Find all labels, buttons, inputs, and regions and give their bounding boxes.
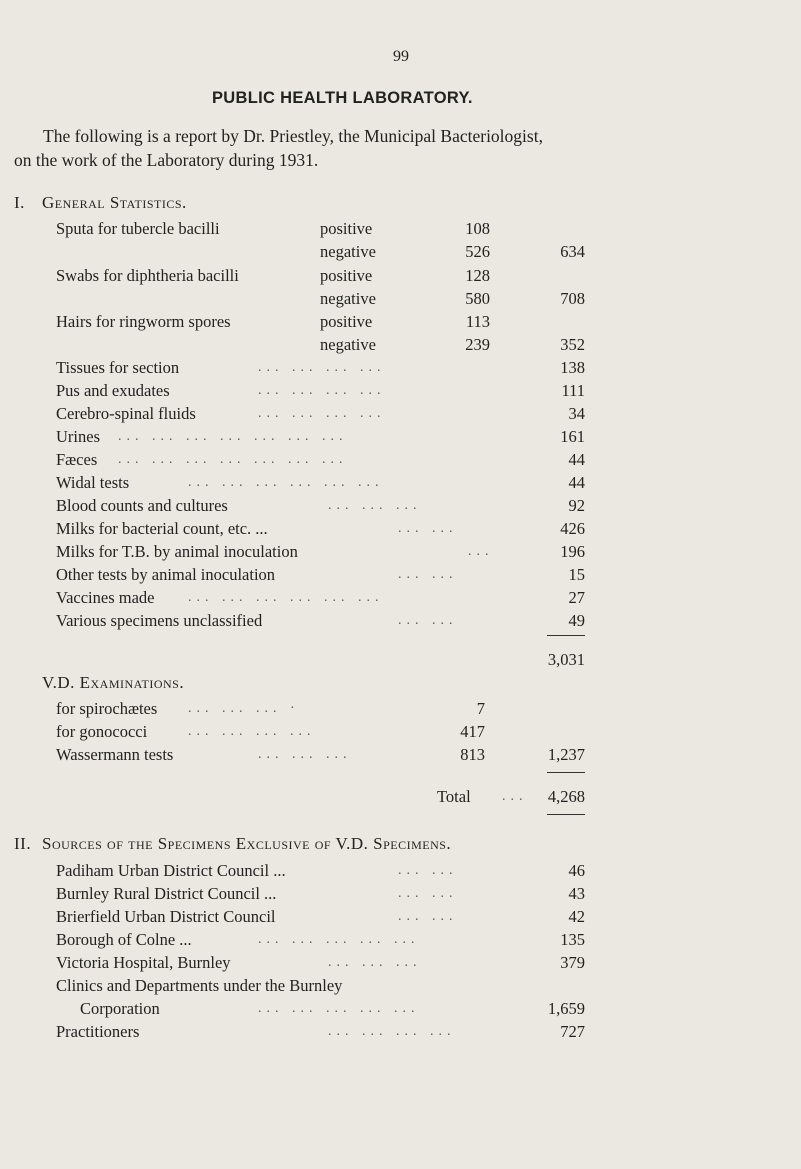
item-value: 44	[568, 473, 585, 492]
item-value: 27	[568, 588, 585, 607]
item-value: 92	[568, 496, 585, 515]
vd-item-value: 813	[460, 745, 485, 764]
section-2-numeral: II.	[14, 834, 32, 853]
item-value: 111	[561, 381, 585, 400]
group-result: negative	[320, 289, 376, 308]
source-label: Burnley Rural District Council ...	[56, 884, 277, 903]
group-count: 113	[465, 312, 490, 331]
leader-dots: ... ...	[398, 886, 458, 901]
group-label: Swabs for diphtheria bacilli	[56, 266, 239, 285]
group-result: positive	[320, 266, 373, 285]
group-result: positive	[320, 219, 373, 238]
vd-item-label: Wassermann tests	[56, 745, 174, 764]
group-label: Hairs for ringworm spores	[56, 312, 231, 331]
leader-dots: ... ...	[398, 521, 458, 536]
leader-dots: ... ... ...	[328, 955, 422, 970]
item-label: Vaccines made	[56, 588, 155, 607]
item-label: Widal tests	[56, 473, 130, 492]
subtotal-rule	[547, 635, 585, 636]
group-count: 580	[465, 289, 490, 308]
source-label: Clinics and Departments under the Burnley	[56, 976, 343, 995]
vd-item-label: for spirochætes	[56, 699, 158, 718]
item-label: Various specimens unclassified	[56, 611, 263, 630]
leader-dots: ... ... ... ... ... ... ...	[118, 429, 348, 444]
vd-item-label: for gonococci	[56, 722, 148, 741]
leader-dots: ... ... ... ... ... ...	[188, 590, 384, 605]
group-count: 108	[465, 219, 490, 238]
item-label: Cerebro-spinal fluids	[56, 404, 196, 423]
source-label: Victoria Hospital, Burnley	[56, 953, 231, 972]
group-label: Sputa for tubercle bacilli	[56, 219, 220, 238]
source-value: 46	[568, 861, 585, 880]
source-value: 135	[560, 930, 585, 949]
item-label: Milks for bacterial count, etc. ...	[56, 519, 268, 538]
leader-dots: ... ... ... ...	[258, 406, 386, 421]
item-label: Milks for T.B. by animal inoculation	[56, 542, 298, 561]
item-label: Urines	[56, 427, 100, 446]
intro-line-2: on the work of the Laboratory during 1931.	[14, 150, 319, 170]
item-value: 138	[560, 358, 585, 377]
leader-dots: ... ... ...	[258, 747, 352, 762]
item-label: Fæces	[56, 450, 98, 469]
source-value: 1,659	[547, 999, 585, 1018]
page-number: 99	[393, 48, 409, 65]
vd-total: 1,237	[547, 745, 585, 764]
item-value: 34	[568, 404, 585, 423]
item-value: 15	[568, 565, 585, 584]
leader-dots: ... ... ... ... ...	[258, 1001, 420, 1016]
source-label-continued: Corporation	[80, 999, 160, 1018]
item-value: 426	[560, 519, 585, 538]
section-1-heading: General Statistics.	[42, 193, 187, 212]
source-value: 379	[560, 953, 585, 972]
leader-dots: ... ...	[398, 863, 458, 878]
grand-total: 4,268	[547, 787, 585, 806]
intro-line-1: The following is a report by Dr. Priestley, the Municipal Bacteriologist,	[43, 126, 543, 146]
vd-item-value: 7	[476, 699, 485, 718]
leader-dots: ... ... ... ... ...	[258, 932, 420, 947]
subtotal: 3,031	[547, 650, 585, 669]
page-title: PUBLIC HEALTH LABORATORY.	[212, 89, 473, 107]
item-label: Blood counts and cultures	[56, 496, 228, 515]
group-count: 526	[465, 242, 490, 261]
total-rule-bottom	[547, 814, 585, 815]
group-count: 239	[465, 335, 490, 354]
leader-dots: ... ... ...	[328, 498, 422, 513]
leader-dots: ... ... ... ... ... ...	[188, 475, 384, 490]
item-label: Other tests by animal inoculation	[56, 565, 276, 584]
group-result: positive	[320, 312, 373, 331]
source-value: 42	[568, 907, 585, 926]
item-label: Pus and exudates	[56, 381, 170, 400]
leader-dots: ... ... ... ... ... ... ...	[118, 452, 348, 467]
leader-dots: ... ...	[398, 613, 458, 628]
source-label: Padiham Urban District Council ...	[56, 861, 286, 880]
source-label: Brierfield Urban District Council	[56, 907, 276, 926]
group-count: 128	[465, 266, 490, 285]
item-value: 196	[560, 542, 585, 561]
leader-dots: ... ...	[398, 909, 458, 924]
item-value: 44	[568, 450, 585, 469]
source-label: Practitioners	[56, 1022, 140, 1041]
group-total: 352	[560, 335, 585, 354]
leader-dots: ... ... ... ...	[258, 360, 386, 375]
leader-dots: ... ... ... ...	[188, 724, 316, 739]
item-value: 49	[568, 611, 585, 630]
group-total: 634	[560, 242, 585, 261]
section-1-numeral: I.	[14, 193, 25, 212]
grand-total-label: Total	[437, 787, 471, 806]
leader-dots: ...	[468, 544, 494, 559]
total-rule-top	[547, 772, 585, 773]
vd-heading: V.D. Examinations.	[42, 673, 185, 692]
item-value: 161	[560, 427, 585, 446]
leader-dots: ...	[502, 789, 528, 804]
leader-dots: ... ...	[398, 567, 458, 582]
leader-dots: ... ... ... ·	[188, 701, 300, 716]
section-2-heading: Sources of the Specimens Exclusive of V.D. Specimens.	[42, 834, 452, 853]
source-value: 727	[560, 1022, 585, 1041]
source-label: Borough of Colne ...	[56, 930, 192, 949]
group-result: negative	[320, 242, 376, 261]
vd-item-value: 417	[460, 722, 485, 741]
group-result: negative	[320, 335, 376, 354]
group-total: 708	[560, 289, 585, 308]
leader-dots: ... ... ... ...	[328, 1024, 456, 1039]
leader-dots: ... ... ... ...	[258, 383, 386, 398]
source-value: 43	[568, 884, 585, 903]
item-label: Tissues for section	[56, 358, 180, 377]
